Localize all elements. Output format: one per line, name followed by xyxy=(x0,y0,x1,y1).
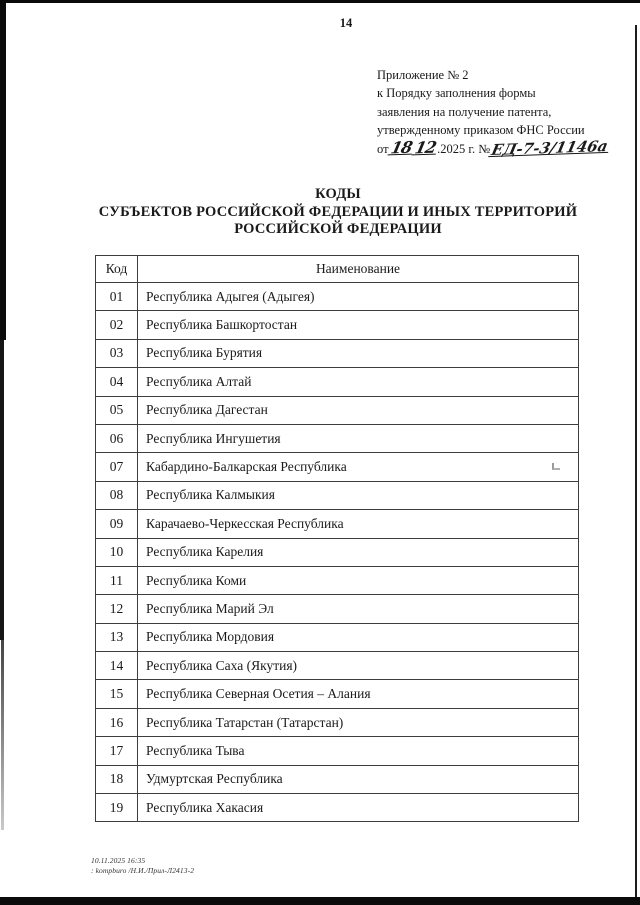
table-row xyxy=(96,737,579,765)
region-name: Республика Северная Осетия – Алания xyxy=(138,680,579,708)
print-stamp-reference: : kompburo /Н.И./Прил-Л2413-2 xyxy=(91,866,195,875)
title-line: КОДЫ xyxy=(315,186,361,202)
appendix-line: к Порядку заполнения формы xyxy=(377,86,536,101)
region-name: Карачаево-Черкесская Республика xyxy=(138,510,579,538)
region-code: 05 xyxy=(96,396,138,424)
table-row xyxy=(96,595,579,623)
table-row xyxy=(96,481,579,509)
appendix-header xyxy=(377,66,627,158)
table-row xyxy=(96,765,579,793)
region-name: Республика Алтай xyxy=(138,368,579,396)
region-code: 12 xyxy=(96,595,138,623)
scan-edge-left-fade xyxy=(1,640,4,830)
document-title xyxy=(50,186,626,239)
region-name: Республика Мордовия xyxy=(138,623,579,651)
table-row xyxy=(96,538,579,566)
table-row xyxy=(96,368,579,396)
region-name: Кабардино-Балкарская Республика xyxy=(138,453,579,481)
table-row xyxy=(96,510,579,538)
region-name: Республика Коми xyxy=(138,566,579,594)
region-code: 18 xyxy=(96,765,138,793)
appendix-line: заявления на получение патента, xyxy=(377,104,552,119)
title-line: СУБЪЕКТОВ РОССИЙСКОЙ ФЕДЕРАЦИИ И ИНЫХ ТЕРРИТОРИЙ xyxy=(98,203,578,220)
region-code: 06 xyxy=(96,424,138,452)
table-header-row xyxy=(96,256,579,283)
region-code: 10 xyxy=(96,538,138,566)
appendix-date-line xyxy=(377,136,627,159)
region-code: 02 xyxy=(96,311,138,339)
region-name: Республика Ингушетия xyxy=(138,424,579,452)
table-row xyxy=(96,424,579,452)
region-code: 03 xyxy=(96,339,138,367)
column-header-name: Наименование xyxy=(138,256,579,283)
print-stamp-datetime: 10.11.2025 16:35 xyxy=(91,856,146,865)
scan-edge-bottom xyxy=(0,897,640,905)
page-number xyxy=(0,16,640,31)
region-name: Республика Саха (Якутия) xyxy=(138,652,579,680)
table-row xyxy=(96,396,579,424)
region-name: Республика Татарстан (Татарстан) xyxy=(138,708,579,736)
table-row xyxy=(96,339,579,367)
scan-edge-top xyxy=(0,0,640,3)
scan-edge-right xyxy=(635,25,637,905)
region-name: Республика Адыгея (Адыгея) xyxy=(138,283,579,311)
region-table-body xyxy=(96,283,579,822)
handwritten-month: 12 xyxy=(412,137,438,157)
print-stamp xyxy=(91,856,194,876)
region-code: 15 xyxy=(96,680,138,708)
region-code: 09 xyxy=(96,510,138,538)
region-name: Республика Тыва xyxy=(138,737,579,765)
date-middle: .2025 г. № xyxy=(437,141,491,156)
table-row xyxy=(96,453,579,481)
handwritten-day: 18 xyxy=(388,137,414,157)
region-name: Удмуртская Республика xyxy=(138,765,579,793)
table-row xyxy=(96,566,579,594)
region-code: 19 xyxy=(96,794,138,822)
region-code: 16 xyxy=(96,708,138,736)
region-name: Республика Башкортостан xyxy=(138,311,579,339)
appendix-line: Приложение № 2 xyxy=(377,68,469,82)
table-row xyxy=(96,794,579,822)
page-number-value: 14 xyxy=(339,16,353,30)
region-name: Республика Бурятия xyxy=(138,339,579,367)
region-name: Республика Дагестан xyxy=(138,396,579,424)
region-code: 13 xyxy=(96,623,138,651)
region-name: Республика Марий Эл xyxy=(138,595,579,623)
region-name: Республика Хакасия xyxy=(138,794,579,822)
handwritten-order-number: ЕД-7-3/1146а xyxy=(489,136,610,159)
table-row xyxy=(96,283,579,311)
region-code: 08 xyxy=(96,481,138,509)
region-code: 01 xyxy=(96,283,138,311)
region-codes-table xyxy=(95,255,579,822)
table-row xyxy=(96,311,579,339)
date-prefix: от xyxy=(377,141,389,156)
region-code: 17 xyxy=(96,737,138,765)
table-row xyxy=(96,680,579,708)
table-row xyxy=(96,652,579,680)
appendix-line: утвержденному приказом ФНС России xyxy=(377,123,585,138)
region-code: 11 xyxy=(96,566,138,594)
scan-edge-left xyxy=(0,0,6,340)
table-row xyxy=(96,708,579,736)
region-code: 04 xyxy=(96,368,138,396)
region-code: 14 xyxy=(96,652,138,680)
column-header-code: Код xyxy=(96,256,138,283)
region-name: Республика Калмыкия xyxy=(138,481,579,509)
region-code: 07 xyxy=(96,453,138,481)
scan-edge-left-mid xyxy=(0,340,4,640)
region-name: Республика Карелия xyxy=(138,538,579,566)
table-row xyxy=(96,623,579,651)
title-line: РОССИЙСКОЙ ФЕДЕРАЦИИ xyxy=(234,221,442,238)
